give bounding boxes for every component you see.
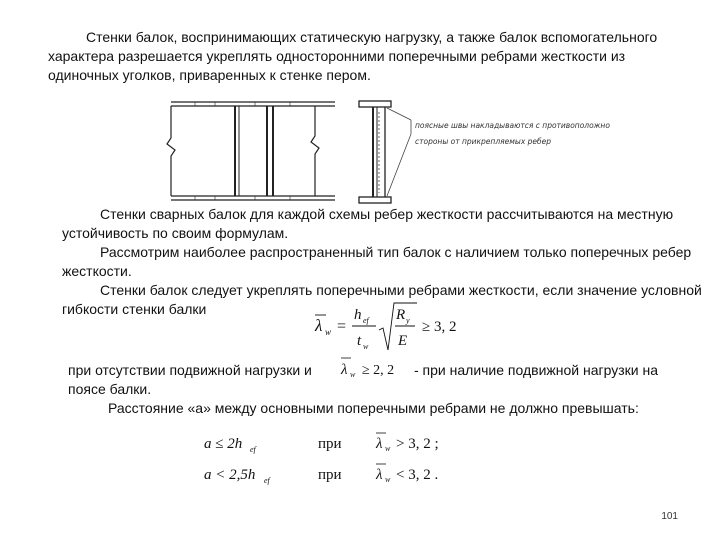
condition-1-left: a ≤ 2h bbox=[204, 436, 243, 452]
lambda-symbol: λ bbox=[376, 436, 383, 452]
condition-2-left: a < 2,5h bbox=[204, 467, 256, 483]
paragraph-3: Стенки балок следует укреплять поперечными ребрами жесткости, если значение условной гибкости стенки балки bbox=[62, 282, 702, 317]
condition-1-subscript: ef bbox=[250, 445, 256, 454]
paragraph-5: Расстояние «а» между основными поперечными ребрами не должно превышать: bbox=[108, 400, 639, 416]
paragraph-1: Стенки сварных балок для каждой схемы ребер жесткости рассчитываются на местную устойчивость по своим формулам. bbox=[62, 206, 674, 241]
condition-2-subscript: ef bbox=[264, 476, 270, 485]
paragraph-4-left: при отсутствии подвижной нагрузки и bbox=[68, 362, 312, 378]
formula-rhs: ≥ 3, 2 bbox=[422, 319, 457, 335]
lambda-symbol: λ bbox=[315, 316, 323, 335]
condition-2-right: < 3, 2 . bbox=[396, 467, 439, 483]
condition-1-word: при bbox=[318, 436, 342, 452]
page-number: 101 bbox=[661, 511, 678, 522]
denominator-subscript: w bbox=[363, 342, 369, 351]
formula-rhs: ≥ 2, 2 bbox=[362, 363, 395, 378]
numerator-h: h bbox=[354, 307, 362, 323]
lambda-subscript: w bbox=[385, 475, 391, 484]
spacing-conditions bbox=[200, 425, 480, 497]
root-numerator: R bbox=[396, 307, 406, 323]
lambda-symbol: λ bbox=[376, 467, 383, 483]
lambda-subscript: w bbox=[350, 370, 356, 379]
paragraph-4-right: - при наличие подвижной нагрузки на bbox=[414, 362, 659, 378]
paragraph-4-continued: поясе балки. bbox=[68, 381, 152, 397]
formula-slenderness bbox=[312, 298, 472, 358]
denominator-t: t bbox=[357, 333, 362, 349]
formula-moving-load bbox=[336, 352, 416, 382]
equals-sign: = bbox=[337, 318, 347, 335]
intro-paragraph: Стенки балок, воспринимающих статическую нагрузку, а также балок вспомогательного характера разрешается укреплять односторонними поперечными ребрами жесткости из одиночных уголков, приваренных к стенке пером. bbox=[48, 29, 658, 83]
drawing-note-line-1: поясные швы накладываются с противоположно bbox=[415, 121, 610, 130]
drawing-note-line-2: стороны от прикрепляемых ребер bbox=[415, 137, 552, 146]
numerator-subscript: ef bbox=[363, 316, 369, 325]
lambda-subscript: w bbox=[325, 327, 332, 337]
lambda-symbol: λ bbox=[341, 362, 348, 378]
paragraph-2: Рассмотрим наиболее распространенный тип балок с наличием только поперечных ребер жесткости. bbox=[62, 244, 692, 279]
beam-elevation-drawing bbox=[165, 98, 340, 208]
lambda-subscript: w bbox=[385, 444, 391, 453]
condition-1-right: > 3, 2 ; bbox=[396, 436, 439, 452]
root-denominator: E bbox=[398, 333, 408, 349]
root-numerator-subscript: y bbox=[406, 316, 410, 325]
beam-section-drawing bbox=[355, 98, 610, 208]
condition-2-word: при bbox=[318, 467, 342, 483]
